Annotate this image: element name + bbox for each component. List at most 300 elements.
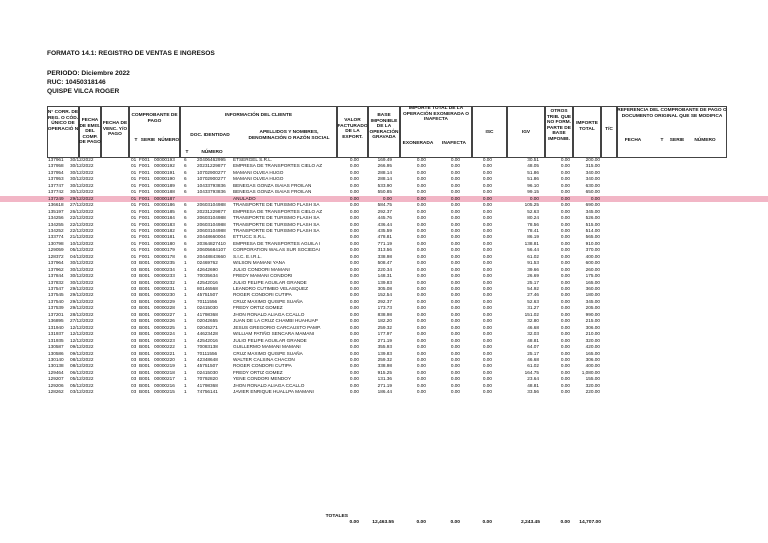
cell-t: 03 <box>131 260 137 266</box>
cell-igv: 33.56 <box>527 389 539 395</box>
col-header-exonerada: EXONERADA <box>402 141 434 146</box>
cell-valor: 0.00 <box>349 382 359 388</box>
col-header-referencia: REFERENCIA DEL COMPROBANTE DE PAGO O DOCUMENTO ORIGINAL QUE SE MODIFICA <box>617 108 727 119</box>
cell-ina: 0.00 <box>450 221 460 227</box>
cell-name: MAMANI OLVEA HUGO <box>233 176 284 182</box>
cell-valor: 0.00 <box>349 344 359 350</box>
cell-dt: 1 <box>184 324 187 330</box>
col-header-numero: NÚMERO <box>157 138 180 143</box>
cell-corr: 137540 <box>48 298 64 304</box>
cell-dt: 6 <box>184 157 187 162</box>
cell-isc: 0.00 <box>482 298 492 304</box>
cell-otros: 0.00 <box>560 169 570 175</box>
cell-base: 435.59 <box>377 227 392 233</box>
cell-corr: 129206 <box>48 382 64 388</box>
cell-ina: 0.00 <box>450 215 460 221</box>
col-header-ref-t: T <box>660 138 664 143</box>
cell-dt: 6 <box>184 215 187 221</box>
cell-dn: 10433793836 <box>197 182 226 188</box>
cell-valor: 0.00 <box>349 305 359 311</box>
cell-igv: 86.19 <box>527 234 539 240</box>
cell-t: 01 <box>131 157 137 162</box>
cell-num: 00000186 <box>154 202 175 208</box>
cell-isc: 0.00 <box>482 163 492 169</box>
cell-otros: 0.00 <box>560 356 570 362</box>
cell-t: 01 <box>131 227 137 233</box>
col-header-tipo-doc: T <box>185 150 189 155</box>
cell-num: 00000190 <box>154 176 175 182</box>
cell-isc: 0.00 <box>482 376 492 382</box>
cell-exo: 0.00 <box>416 369 426 375</box>
cell-base: 478.81 <box>377 234 392 240</box>
cell-t: 03 <box>131 389 137 395</box>
cell-isc: 0.00 <box>482 176 492 182</box>
cell-t: 01 <box>131 247 137 253</box>
cell-exo: 0.00 <box>416 298 426 304</box>
cell-dn: 20605684107 <box>197 247 226 253</box>
cell-dn: 02415030 <box>197 369 218 375</box>
col-header-cliente: INFORMACIÓN DEL CLIENTE <box>224 113 293 118</box>
cell-name: BENEGAS GONZA ISAIAS FROILAN <box>233 182 312 188</box>
cell-ina: 0.00 <box>450 176 460 182</box>
cell-corr: 137953 <box>48 176 64 182</box>
cell-num: 00000230 <box>154 292 175 298</box>
cell-dn: 42542016 <box>197 279 218 285</box>
cell-total: 370.00 <box>585 247 600 253</box>
cell-dn: 20603104988 <box>197 215 226 221</box>
cell-corr: 130586 <box>48 350 64 356</box>
cell-base: 508.47 <box>377 260 392 266</box>
cell-igv: 51.86 <box>527 176 539 182</box>
cell-fecha: 27/12/2022 <box>70 318 94 324</box>
cell-base: 131.36 <box>377 376 392 382</box>
cell-base: 771.19 <box>377 240 392 246</box>
cell-total: 306.00 <box>585 324 600 330</box>
cell-t: 03 <box>131 363 137 369</box>
col-header-comprobante: COMPROBANTE DE PAGO <box>131 113 178 124</box>
cell-ina: 0.00 <box>450 189 460 195</box>
cell-igv: 48.81 <box>527 337 539 343</box>
cell-valor: 0.00 <box>349 350 359 356</box>
cell-isc: 0.00 <box>482 331 492 337</box>
cell-dt: 6 <box>184 234 187 240</box>
table-row <box>0 389 768 395</box>
cell-num: 00000228 <box>154 305 175 311</box>
cell-num: 00000218 <box>154 369 175 375</box>
cell-serie: F001 <box>139 221 150 227</box>
cell-dt: 1 <box>184 286 187 291</box>
cell-name: FREDY ORTIZ GOMEZ <box>233 369 283 375</box>
cell-dt: 6 <box>184 202 187 208</box>
cell-ina: 0.00 <box>450 286 460 291</box>
cell-fecha: 22/12/2022 <box>70 221 94 227</box>
cell-total: 360.00 <box>585 286 600 291</box>
cell-serie: F001 <box>139 157 150 162</box>
cell-dn: 10433793836 <box>197 189 226 195</box>
cell-isc: 0.00 <box>482 292 492 298</box>
cell-serie: B001 <box>139 331 150 337</box>
cell-total: 910.00 <box>585 240 600 246</box>
cell-ina: 0.00 <box>450 318 460 324</box>
cell-otros: 0.00 <box>560 208 570 214</box>
cell-fecha: 30/12/2022 <box>70 260 94 266</box>
cell-name: ROGER CONDORI CUTIPA <box>233 363 292 369</box>
cell-base: 177.97 <box>377 331 392 337</box>
cell-fecha: 30/12/2022 <box>70 176 94 182</box>
cell-ina: 0.00 <box>450 260 460 266</box>
cell-dn: 20231229877 <box>197 163 226 169</box>
cell-num: 00000189 <box>154 182 175 188</box>
cell-corr: 133774 <box>48 234 64 240</box>
cell-base: 148.31 <box>377 273 392 279</box>
cell-valor: 0.00 <box>349 163 359 169</box>
cell-igv: 32.03 <box>527 331 539 337</box>
col-header-numero-doc: NÚMERO <box>201 150 223 155</box>
cell-base: 288.14 <box>377 169 392 175</box>
cell-name: TRANSPORTE DE TURISMO FLASH SA <box>233 221 320 227</box>
cell-isc: 0.00 <box>482 337 492 343</box>
cell-dn: 10702900277 <box>197 176 226 182</box>
cell-exo: 0.00 <box>416 311 426 317</box>
col-header-total: IMPORTE TOTAL <box>576 121 598 132</box>
cell-fecha: 29/12/2022 <box>70 298 94 304</box>
cell-dn: 20603104988 <box>197 227 226 233</box>
cell-fecha: 08/12/2022 <box>70 356 94 362</box>
cell-dt: 6 <box>184 247 187 253</box>
cell-valor: 0.00 <box>349 215 359 221</box>
cell-t: 03 <box>131 376 137 382</box>
cell-valor: 0.00 <box>349 363 359 369</box>
cell-corr: 134255 <box>48 221 64 227</box>
cell-fecha: 06/12/2022 <box>70 369 94 375</box>
cell-exo: 0.00 <box>416 279 426 285</box>
cell-ina: 0.00 <box>450 337 460 343</box>
cell-t: 01 <box>131 195 137 201</box>
cell-igv: 31.27 <box>527 305 539 311</box>
total-isc: 0.00 <box>482 520 492 525</box>
cell-num: 00000215 <box>154 389 175 395</box>
cell-dt: 1 <box>184 273 187 279</box>
cell-corr: 131940 <box>48 324 64 330</box>
cell-base: 338.98 <box>377 363 392 369</box>
col-header-valor: VALOR FACTURADO DE LA EXPORT. <box>337 118 368 140</box>
cell-name: EMPRESA DE TRANSPORTES AGUILA I <box>233 240 321 246</box>
cell-base: 288.14 <box>377 176 392 182</box>
cell-ina: 0.00 <box>450 169 460 175</box>
cell-igv: 78.41 <box>527 227 539 233</box>
cell-num: 00000226 <box>154 318 175 324</box>
cell-fecha: 29/12/2022 <box>70 305 94 311</box>
cell-serie: F001 <box>139 163 150 169</box>
cell-num: 00000233 <box>154 273 175 279</box>
col-header-tipo: T <box>134 138 138 143</box>
cell-corr: 137747 <box>48 182 64 188</box>
cell-fecha: 29/12/2022 <box>70 286 94 291</box>
cell-igv: 25.17 <box>527 350 539 356</box>
cell-isc: 0.00 <box>482 286 492 291</box>
cell-dn: 70111556 <box>197 350 218 356</box>
cell-base: 436.44 <box>377 221 392 227</box>
cell-num: 00000184 <box>154 215 175 221</box>
cell-exo: 0.00 <box>416 356 426 362</box>
cell-t: 03 <box>131 382 137 388</box>
cell-fecha: 04/12/2022 <box>70 253 94 259</box>
cell-name: JHON RONALD ALIAGA CCALLO <box>233 382 305 388</box>
cell-dn: 42642690 <box>197 266 218 272</box>
cell-fecha: 27/12/2022 <box>70 202 94 208</box>
cell-fecha: 29/12/2022 <box>70 292 94 298</box>
cell-num: 00000221 <box>154 350 175 356</box>
cell-total: 320.00 <box>585 337 600 343</box>
cell-otros: 0.00 <box>560 176 570 182</box>
cell-ina: 0.00 <box>450 389 460 395</box>
cell-isc: 0.00 <box>482 363 492 369</box>
cell-t: 01 <box>131 182 137 188</box>
cell-name: JESUS GREGORIO CARCAUSTO PAMP. <box>233 324 321 330</box>
cell-otros: 0.00 <box>560 344 570 350</box>
cell-num: 00000188 <box>154 189 175 195</box>
cell-otros: 0.00 <box>560 157 570 162</box>
cell-name: CORPORATION WALAS SUR SOCIEDAI <box>233 247 320 253</box>
cell-name: BENEGAS GONZA ISAIAS FROILAN <box>233 189 312 195</box>
cell-corr: 137962 <box>48 266 64 272</box>
col-header-serie: SERIE <box>140 138 156 143</box>
cell-corr: 137954 <box>48 169 64 175</box>
cell-dt: 6 <box>184 189 187 195</box>
cell-name: ETSERGEL S.R.L. <box>233 157 273 162</box>
cell-valor: 0.00 <box>349 157 359 162</box>
cell-serie: B001 <box>139 324 150 330</box>
cell-dn: 70035634 <box>197 273 218 279</box>
cell-exo: 0.00 <box>416 337 426 343</box>
cell-exo: 0.00 <box>416 240 426 246</box>
cell-dn: 80146568 <box>197 286 218 291</box>
cell-t: 03 <box>131 266 137 272</box>
total-importe: 14,707.00 <box>579 520 601 525</box>
cell-serie: F001 <box>139 182 150 188</box>
cell-dn: 20364827410 <box>197 240 226 246</box>
cell-otros: 0.00 <box>560 182 570 188</box>
cell-fecha: 05/12/2022 <box>70 382 94 388</box>
cell-serie: B001 <box>139 318 150 324</box>
cell-corr: 137249 <box>48 195 64 201</box>
cell-dn: 20406462995 <box>197 157 226 162</box>
cell-name: ANULADO <box>233 195 256 201</box>
cell-base: 338.98 <box>377 253 392 259</box>
cell-corr: 137964 <box>48 260 64 266</box>
cell-num: 00000222 <box>154 344 175 350</box>
col-header-fecha-venc: FECHA DE VENC. Y/O PAGO <box>102 121 128 138</box>
cell-t: 01 <box>131 169 137 175</box>
cell-dt: 1 <box>184 389 187 395</box>
total-otros: 0.00 <box>560 520 570 525</box>
cell-dt: 1 <box>184 369 187 375</box>
cell-base: 292.37 <box>377 298 392 304</box>
cell-total: 180.00 <box>585 292 600 298</box>
col-header-importe-grp: IMPORTE TOTAL DE LA OPERACIÓN EXONERADA O INAFECTA <box>403 106 469 123</box>
cell-total: 420.00 <box>585 344 600 350</box>
cell-t: 03 <box>131 292 137 298</box>
col-header-inafecta: INAFECTA <box>442 141 466 146</box>
cell-exo: 0.00 <box>416 208 426 214</box>
cell-igv: 61.02 <box>527 363 539 369</box>
col-header-apellidos: APELLIDOS Y NOMBRES, DENOMINACIÓN O RAZÓN SOCIAL <box>248 130 330 141</box>
cell-otros: 0.00 <box>560 227 570 233</box>
cell-total: 320.00 <box>585 382 600 388</box>
cell-isc: 0.00 <box>482 260 492 266</box>
cell-isc: 0.00 <box>482 389 492 395</box>
cell-total: 165.00 <box>585 350 600 356</box>
cell-num: 00000234 <box>154 266 175 272</box>
cell-dt: 1 <box>184 298 187 304</box>
cell-serie: B001 <box>139 273 150 279</box>
cell-dt: 1 <box>184 344 187 350</box>
cell-dt: 1 <box>184 292 187 298</box>
cell-name: ETTUCC S.R.L. <box>233 234 267 240</box>
cell-exo: 0.00 <box>416 324 426 330</box>
cell-serie: F001 <box>139 227 150 233</box>
cell-corr: 128372 <box>48 253 64 259</box>
cell-igv: 25.17 <box>527 279 539 285</box>
cell-dt: 1 <box>184 350 187 356</box>
cell-fecha: 30/12/2022 <box>70 273 94 279</box>
cell-otros: 0.00 <box>560 305 570 311</box>
cell-name: CRUZ MAXIMO QUISPE SUAÑA <box>233 298 303 304</box>
cell-fecha: 03/12/2022 <box>70 389 94 395</box>
cell-valor: 0.00 <box>349 292 359 298</box>
cell-dt: 1 <box>184 356 187 362</box>
cell-ina: 0.00 <box>450 331 460 337</box>
cell-fecha: 26/12/2022 <box>70 208 94 214</box>
cell-base: 355.93 <box>377 344 392 350</box>
cell-name: YENE CONDORI MENDOY <box>233 376 292 382</box>
cell-otros: 0.00 <box>560 331 570 337</box>
cell-fecha: 30/12/2022 <box>70 182 94 188</box>
cell-num: 00000193 <box>154 157 175 162</box>
col-header-ref-serie: SERIE <box>669 138 685 143</box>
cell-otros: 0.00 <box>560 221 570 227</box>
cell-serie: F001 <box>139 189 150 195</box>
cell-igv: 30.51 <box>527 157 539 162</box>
cell-corr: 134252 <box>48 227 64 233</box>
cell-total: 600.00 <box>585 260 600 266</box>
cell-igv: 48.05 <box>527 163 539 169</box>
cell-isc: 0.00 <box>482 240 492 246</box>
cell-igv: 91.53 <box>527 260 539 266</box>
cell-t: 03 <box>131 369 137 375</box>
cell-t: 01 <box>131 208 137 214</box>
cell-isc: 0.00 <box>482 279 492 285</box>
cell-igv: 99.15 <box>527 189 539 195</box>
cell-otros: 0.00 <box>560 350 570 356</box>
cell-valor: 0.00 <box>349 260 359 266</box>
cell-dt: 6 <box>184 182 187 188</box>
cell-fecha: 05/12/2022 <box>70 247 94 253</box>
cell-dn: 74756141 <box>197 389 218 395</box>
cell-dn: 20231229877 <box>197 208 226 214</box>
cell-isc: 0.00 <box>482 157 492 162</box>
cell-igv: 32.80 <box>527 318 539 324</box>
cell-dt: 1 <box>184 363 187 369</box>
cell-base: 533.90 <box>377 182 392 188</box>
cell-total: 514.00 <box>585 227 600 233</box>
cell-base: 266.95 <box>377 163 392 169</box>
cell-total: 400.00 <box>585 253 600 259</box>
cell-name: WILSON MAMANI YANA <box>233 260 286 266</box>
cell-fecha: 30/12/2022 <box>70 189 94 195</box>
cell-t: 03 <box>131 318 137 324</box>
cell-dt: 1 <box>184 318 187 324</box>
cell-exo: 0.00 <box>416 253 426 259</box>
cell-total: 210.00 <box>585 331 600 337</box>
cell-valor: 0.00 <box>349 273 359 279</box>
cell-num: 00000187 <box>154 195 175 201</box>
cell-exo: 0.00 <box>416 157 426 162</box>
cell-base: 271.19 <box>377 382 392 388</box>
cell-dn: 02415030 <box>197 305 218 311</box>
cell-exo: 0.00 <box>416 389 426 395</box>
cell-valor: 0.00 <box>349 331 359 337</box>
cell-name: WILLIAM PATIÑO SENCARA MAMANI <box>233 331 315 337</box>
cell-dt: 6 <box>184 227 187 233</box>
cell-serie: B001 <box>139 376 150 382</box>
cell-base: 584.75 <box>377 202 392 208</box>
cell-fecha: 12/12/2022 <box>70 324 94 330</box>
cell-igv: 96.10 <box>527 182 539 188</box>
cell-total: 990.00 <box>585 311 600 317</box>
cell-exo: 0.00 <box>416 331 426 337</box>
cell-isc: 0.00 <box>482 273 492 279</box>
cell-t: 03 <box>131 350 137 356</box>
cell-igv: 27.46 <box>527 292 539 298</box>
cell-igv: 64.07 <box>527 344 539 350</box>
cell-num: 00000220 <box>154 356 175 362</box>
cell-name: JULIO FELIPE AGUILAR GRANDE <box>233 337 307 343</box>
cell-valor: 0.00 <box>349 318 359 324</box>
cell-serie: F001 <box>139 195 150 201</box>
cell-base: 182.20 <box>377 318 392 324</box>
cell-otros: 0.00 <box>560 215 570 221</box>
cell-otros: 0.00 <box>560 260 570 266</box>
cell-isc: 0.00 <box>482 305 492 311</box>
cell-exo: 0.00 <box>416 266 426 272</box>
cell-isc: 0.00 <box>482 221 492 227</box>
cell-valor: 0.00 <box>349 169 359 175</box>
cell-ina: 0.00 <box>450 182 460 188</box>
cell-serie: B001 <box>139 298 150 304</box>
cell-corr: 137961 <box>48 157 64 162</box>
cell-name: TRANSPORTE DE TURISMO FLASH SA <box>233 227 320 233</box>
cell-num: 00000182 <box>154 227 175 233</box>
cell-otros: 0.00 <box>560 382 570 388</box>
cell-corr: 137201 <box>48 311 64 317</box>
cell-total: 515.00 <box>585 221 600 227</box>
cell-exo: 0.00 <box>416 202 426 208</box>
cell-total: 340.00 <box>585 176 600 182</box>
cell-ina: 0.00 <box>450 208 460 214</box>
cell-t: 03 <box>131 344 137 350</box>
cell-num: 00000217 <box>154 376 175 382</box>
cell-total: 526.00 <box>585 215 600 221</box>
cell-isc: 0.00 <box>482 208 492 214</box>
cell-total: 650.00 <box>585 189 600 195</box>
cell-total: 345.00 <box>585 208 600 214</box>
cell-name: LEANDRO CUTIMBO VELASQUEZ <box>233 286 309 291</box>
cell-dn: 41798368 <box>197 311 218 317</box>
cell-ina: 0.00 <box>450 356 460 362</box>
cell-serie: B001 <box>139 369 150 375</box>
cell-ina: 0.00 <box>450 195 460 201</box>
